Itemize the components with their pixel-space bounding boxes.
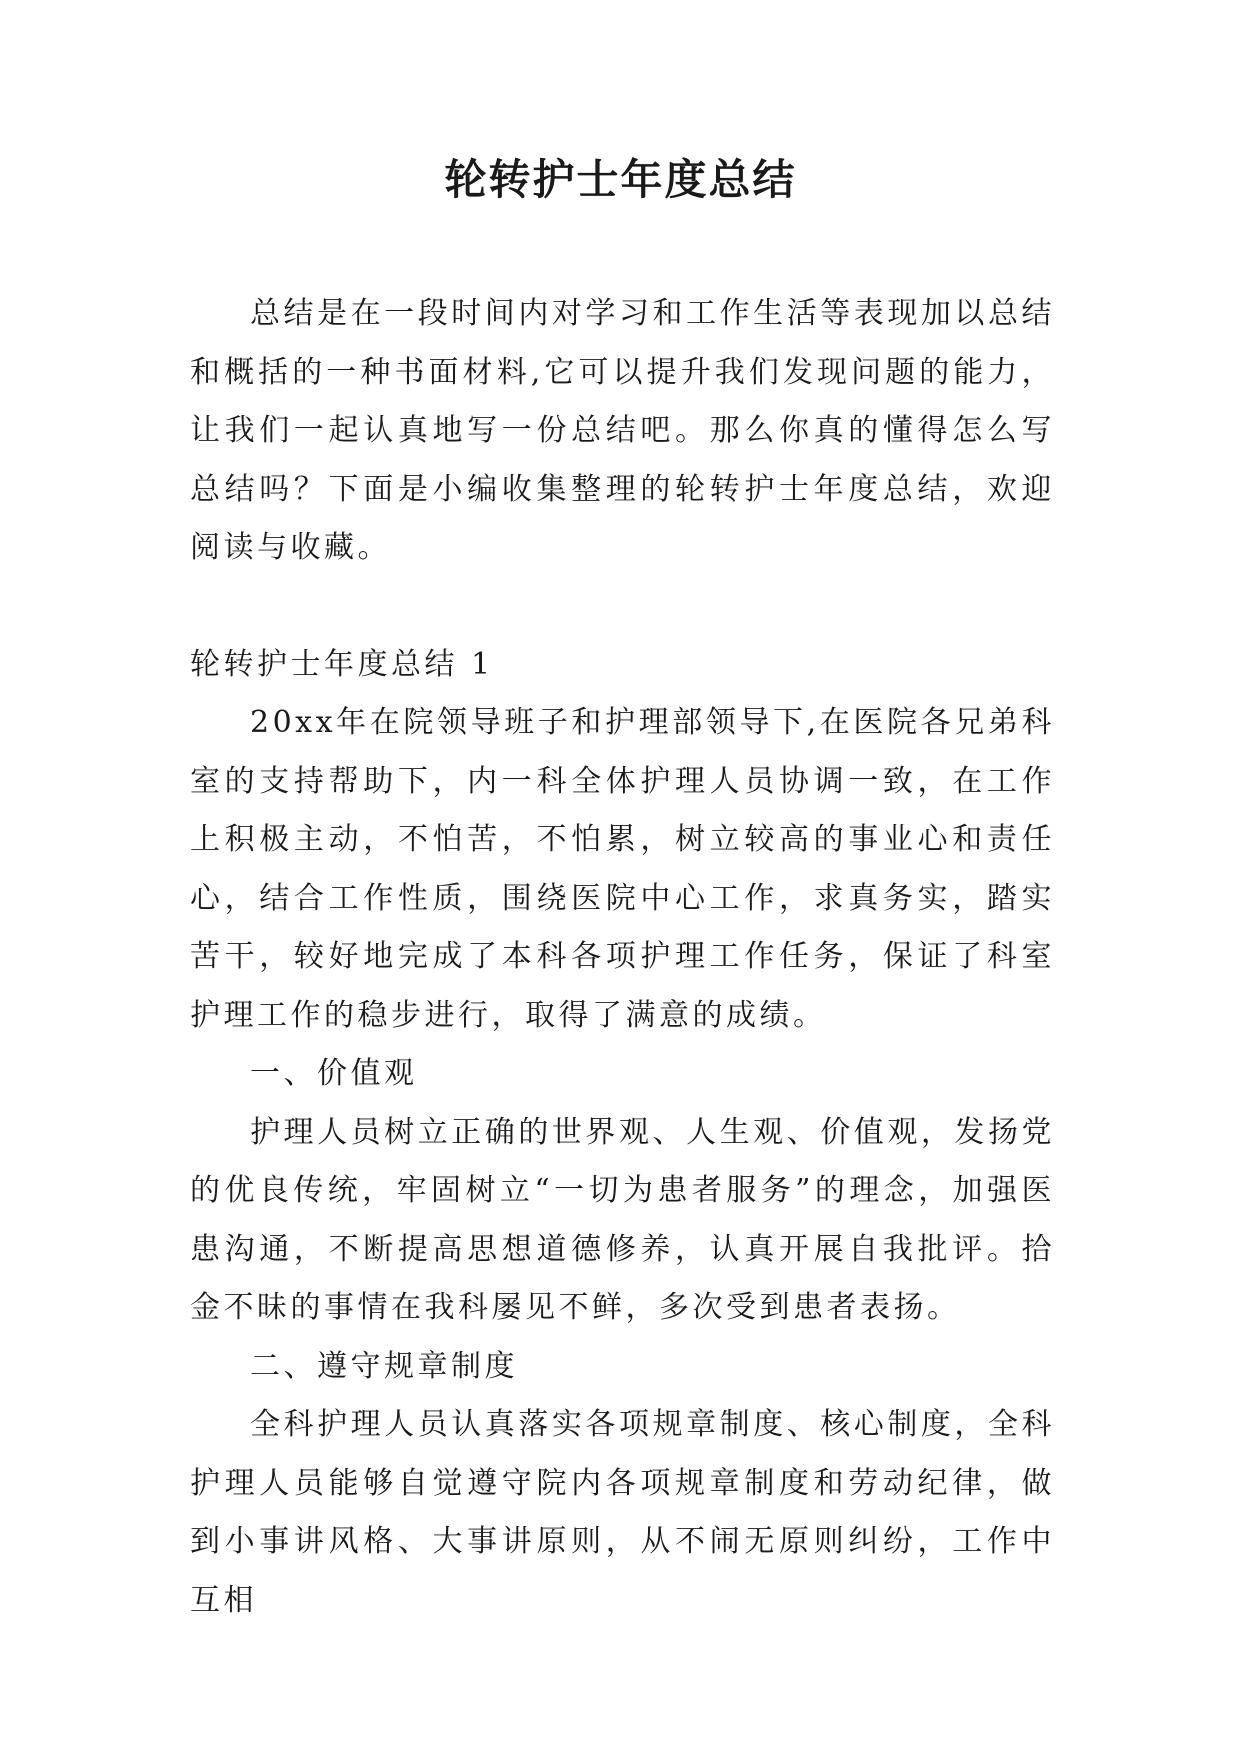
- document-body: [190, 285, 1055, 1630]
- body-paragraph-2: 护理人员树立正确的世界观、人生观、价值观，发扬党的优良传统，牢固树立“一切为患者服务”的理念，加强医患沟通，不断提高思想道德修养，认真开展自我批评。拾金不昧的事情在我科屡见不鲜，多次受到患者表扬。: [190, 1114, 1055, 1325]
- intro-paragraph: 总结是在一段时间内对学习和工作生活等表现加以总结和概括的一种书面材料,它可以提升我们发现问题的能力，让我们一起认真地写一份总结吧。那么你真的懂得怎么写总结吗？下面是小编收集整理的轮转护士年度总结，欢迎阅读与收藏。: [190, 296, 1055, 565]
- body-paragraph-3: 全科护理人员认真落实各项规章制度、核心制度，全科护理人员能够自觉遵守院内各项规章制度和劳动纪律，做到小事讲风格、大事讲原则，从不闹无原则纠纷，工作中互相: [190, 1407, 1055, 1618]
- paragraph-gap: [190, 578, 1055, 636]
- section-heading: 轮转护士年度总结 1: [190, 646, 494, 682]
- subheading-rules: 二、遵守规章制度: [250, 1348, 518, 1384]
- document-title: 轮转护士年度总结: [444, 155, 797, 204]
- body-paragraph-1: 20xx年在院领导班子和护理部领导下,在医院各兄弟科室的支持帮助下，内一科全体护理人员协调一致，在工作上积极主动，不怕苦，不怕累，树立较高的事业心和责任心，结合工作性质，围绕医院中心工作，求真务实，踏实苦干，较好地完成了本科各项护理工作任务，保证了科室护理工作的稳步进行，取得了满意的成绩。: [190, 705, 1055, 1033]
- subheading-values: 一、价值观: [250, 1056, 418, 1091]
